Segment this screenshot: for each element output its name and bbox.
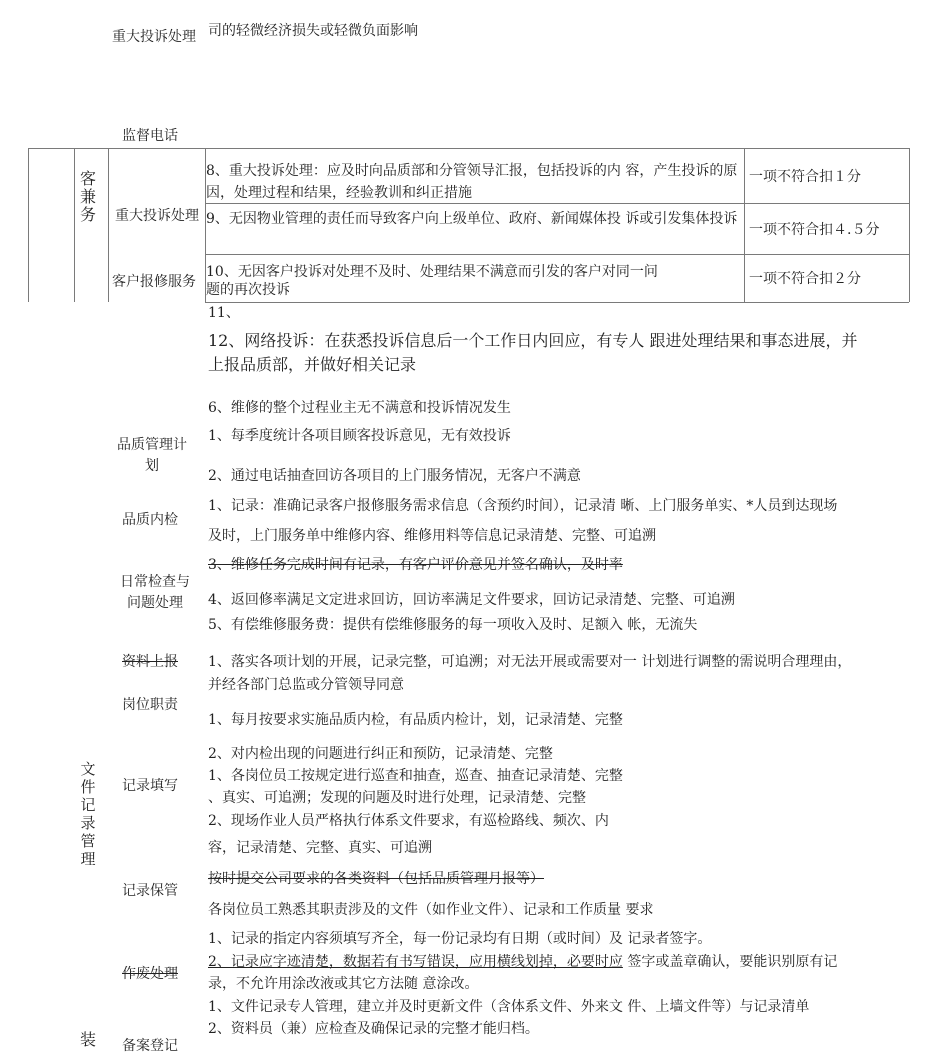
table-line bbox=[205, 302, 909, 303]
row-text: 10、无因客户投诉对处理不及时、处理结果不满意而引发的客户对同一问题的再次投诉 bbox=[206, 264, 658, 298]
inspect-item-3: 3、维修任务完成时间有记录，有客户评价意见并签名确认，及时率 bbox=[208, 557, 623, 573]
side-char: 记 bbox=[80, 796, 96, 814]
table-line bbox=[108, 148, 109, 302]
record-item-2a-struck: 2、记录应字迹清楚，数据若有书写错误，应用横线划掉，必要时应 bbox=[208, 954, 623, 970]
side-char: 文 bbox=[80, 760, 96, 778]
report-item-1b: 并经各部门总监或分管领导同意 bbox=[208, 677, 404, 693]
row-text: 9、无因物业管理的责任而导致客户向上级单位、政府、新闻媒体投 诉或引发集体投诉 bbox=[206, 211, 738, 227]
record-item-2a bbox=[208, 952, 837, 973]
label-text: 品质管理计 bbox=[117, 437, 187, 453]
label-data-report: 资料上报 bbox=[122, 654, 178, 670]
label-quality-plan bbox=[110, 435, 194, 477]
label-record-keeping: 记录保管 bbox=[122, 883, 178, 899]
label-void-handling: 作废处理 bbox=[122, 966, 178, 982]
top-line-text: 司的轻微经济损失或轻微负面影响 bbox=[208, 23, 418, 39]
duty-item-1: 1、每月按要求实施品质内检，有品质内检计，划，记录清楚、完整 bbox=[208, 712, 623, 728]
table-row-text bbox=[206, 160, 746, 204]
plan-item-1: 1、每季度统计各项目顾客投诉意见，无有效投诉 bbox=[208, 428, 511, 444]
table-row-text bbox=[206, 263, 668, 299]
fill-item-1: 1、各岗位员工按规定进行巡查和抽查，巡查、抽查记录清楚、完整 bbox=[208, 768, 623, 784]
label-text: 问题处理 bbox=[127, 595, 183, 611]
label-job-duty: 岗位职责 bbox=[122, 697, 178, 713]
table-row-deduct bbox=[749, 219, 879, 241]
label-major-complaint bbox=[115, 206, 199, 227]
side-char: 客 bbox=[79, 169, 96, 188]
fill-item-2: 2、现场作业人员严格执行体系文件要求，有巡检路线、频次、内 bbox=[208, 813, 609, 829]
label-major-complaint-top bbox=[112, 27, 196, 48]
table-line bbox=[74, 148, 75, 302]
deduct-text: 一项不符合扣１分 bbox=[749, 169, 861, 185]
line-12-b: 上报品质部，并做好相关记录 bbox=[208, 355, 417, 374]
record-item-1: 1、记录的指定内容须填写齐全，每一份记录均有日期（或时间）及 记录者签字。 bbox=[208, 931, 712, 947]
fill-item-2b: 容，记录清楚、完整、真实、可追溯 bbox=[208, 840, 432, 856]
label-text: 重大投诉处理 bbox=[112, 29, 196, 45]
label-daily-check bbox=[110, 572, 200, 614]
file-item-1: 1、文件记录专人管理，建立并及时更新文件（含体系文件、外来文 件、上墙文件等）与记录清单 bbox=[208, 999, 810, 1015]
duty-item-2: 2、对内检出现的问题进行纠正和预防，记录清楚、完整 bbox=[208, 746, 553, 762]
report-item-1a: 1、落实各项计划的开展，记录完整，可追溯；对无法开展或需要对一 计划进行调整的需说明合理理由， bbox=[208, 654, 852, 670]
label-quality-inspection: 品质内检 bbox=[122, 512, 178, 528]
table-row-text bbox=[206, 208, 746, 253]
side-char: 件 bbox=[80, 778, 96, 796]
label-record-fill: 记录填写 bbox=[122, 778, 178, 794]
side-char: 管 bbox=[80, 832, 96, 850]
table-row-deduct bbox=[749, 268, 861, 290]
side-char: 理 bbox=[80, 850, 96, 868]
plan-item-2: 2、通过电话抽查回访各项目的上门服务情况，无客户不满意 bbox=[208, 468, 581, 484]
side-label-document-records bbox=[79, 760, 97, 868]
label-text: 划 bbox=[145, 458, 159, 474]
inspect-item-1a: 1、记录：准确记录客户报修服务需求信息（含预约时间），记录清 晰、上门服务单实、*人员到达现场 bbox=[208, 498, 838, 514]
fill-item-1b: 、真实、可追溯；发现的问题及时进行处理，记录清楚、完整 bbox=[208, 790, 586, 806]
inspect-item-4: 4、返回修率满足文定进求回访，回访率满足文件要求，回访记录清楚、完整、可追溯 bbox=[208, 592, 735, 608]
record-item-2a-rest: 签字或盖章确认，要能识别原有记 bbox=[622, 954, 838, 970]
table-line bbox=[205, 254, 909, 255]
file-item-2: 2、资料员（兼）应检查及确保记录的完整才能归档。 bbox=[208, 1021, 539, 1037]
side-char: 兼 bbox=[79, 187, 96, 206]
side-char: 务 bbox=[79, 205, 96, 224]
table-line bbox=[28, 148, 909, 149]
side-char: 录 bbox=[80, 814, 96, 832]
record-item-2b: 录，不允许用涂改液或其它方法随 意涂改。 bbox=[208, 976, 479, 992]
label-text: 客户报修服务 bbox=[112, 274, 196, 290]
line-12-a: 12、网络投诉：在获悉投诉信息后一个工作日内回应，有专人 跟进处理结果和事态进展，并 bbox=[208, 331, 858, 350]
keep-item-1: 按时提交公司要求的各类资料（包括品质管理月报等） bbox=[208, 871, 544, 887]
keep-item-2: 各岗位员工熟悉其职责涉及的文件（如作业文件）、记录和工作质量 要求 bbox=[208, 902, 654, 918]
deduct-text: 一项不符合扣２分 bbox=[749, 271, 861, 287]
table-row-deduct bbox=[749, 166, 861, 188]
label-text: 重大投诉处理 bbox=[115, 208, 199, 224]
label-file-registration: 备案登记 bbox=[122, 1038, 178, 1054]
side-label-customer-service bbox=[79, 170, 97, 224]
label-repair-service bbox=[112, 272, 196, 293]
table-line bbox=[909, 148, 910, 302]
line-6: 6、维修的整个过程业主无不满意和投诉情况发生 bbox=[208, 400, 511, 416]
table-line bbox=[28, 148, 29, 302]
bottom-side-char: 装 bbox=[80, 1030, 97, 1049]
inspect-item-1b: 及时，上门服务单中维修内容、维修用料等信息记录清楚、完整、可追溯 bbox=[208, 528, 656, 544]
inspect-item-5: 5、有偿维修服务费：提供有偿维修服务的每一项收入及时、足额入 帐，无流失 bbox=[208, 617, 698, 633]
line-11: 11、 bbox=[208, 305, 240, 321]
label-text: 日常检查与 bbox=[120, 574, 190, 590]
row-text: 8、重大投诉处理：应及时向品质部和分管领导汇报，包括投诉的内 容，产生投诉的原因，处理过程和结果，经验教训和纠正措施 bbox=[206, 163, 738, 201]
label-supervision-phone: 监督电话 bbox=[122, 128, 178, 144]
deduct-text: 一项不符合扣４.５分 bbox=[749, 222, 880, 238]
